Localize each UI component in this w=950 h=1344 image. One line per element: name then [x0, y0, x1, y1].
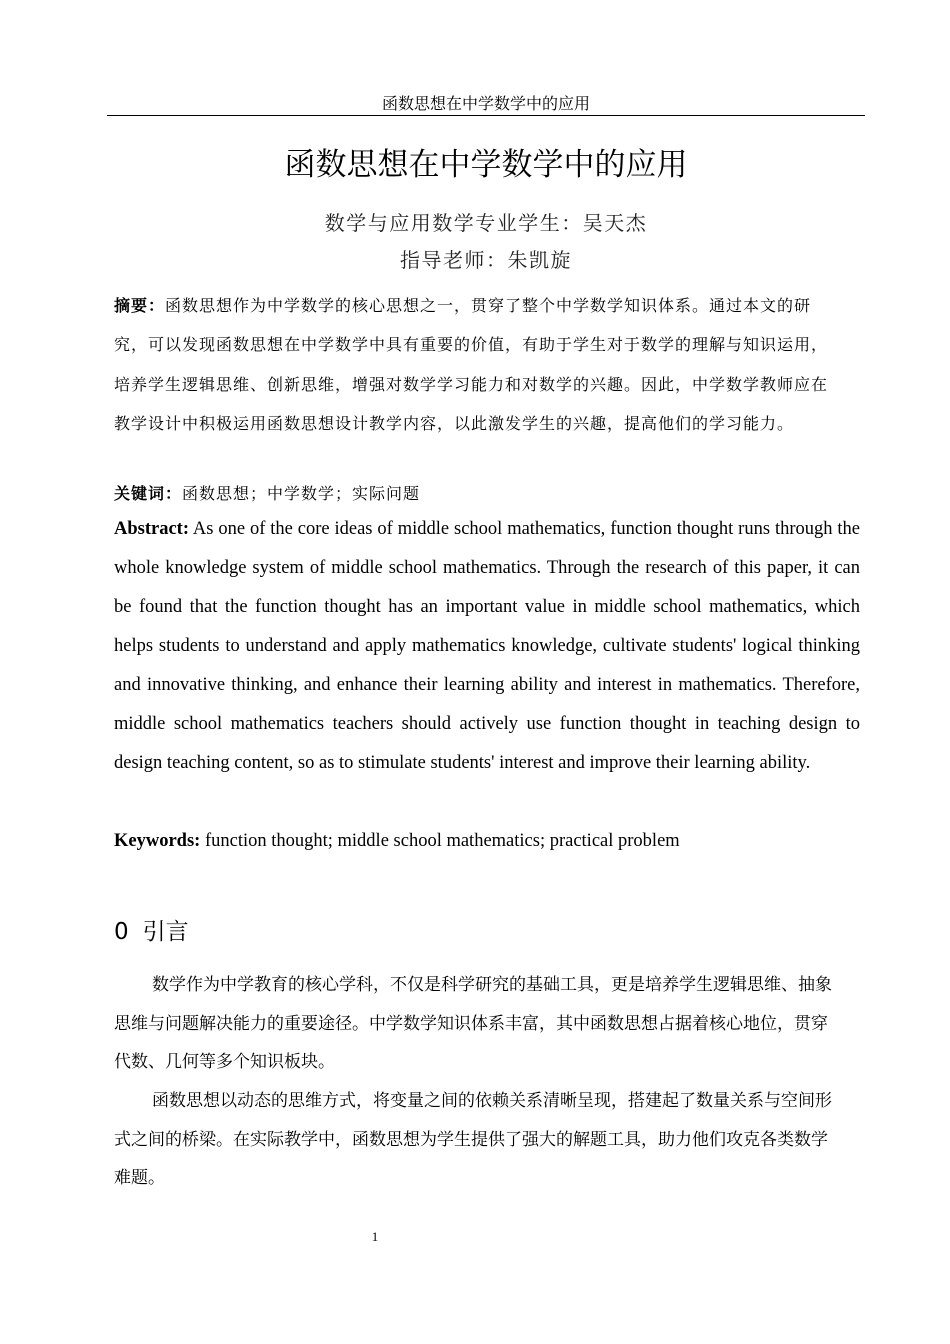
abstract-en	[114, 510, 860, 783]
abstract-cn	[114, 286, 844, 444]
paper-title: 函数思想在中学数学中的应用	[284, 147, 688, 183]
section-title: 引言	[142, 919, 189, 945]
abstract-en-text: As one of the core ideas of middle school mathematics, function thought runs through the whole knowledge system of middle school mathematics. Through the research of this paper, it can be found that the function thought has an important value in middle school mathematics, which helps students to understand and apply mathematics knowledge, cultivate students' logical thinking and innovative thinking, and enhance their learning ability and interest in mathematics. Therefore, middle school mathematics teachers should actively use function thought in teaching design to design teaching content, so as to stimulate students' interest and improve their learning ability.	[114, 519, 860, 773]
abstract-en-label: Abstract:	[114, 519, 190, 539]
keywords-cn-text: 函数思想；中学数学；实际问题	[182, 484, 421, 503]
running-header: 函数思想在中学数学中的应用	[381, 94, 590, 113]
section-number: 0	[114, 919, 129, 945]
advisor-line: 指导老师：朱凯旋	[400, 248, 572, 272]
keywords-en-text: function thought; middle school mathematics; practical problem	[200, 831, 680, 851]
keywords-cn	[114, 478, 844, 510]
body-paragraph: 数学作为中学教育的核心学科，不仅是科学研究的基础工具，更是培养学生逻辑思维、抽象思维与问题解决能力的重要途径。中学数学知识体系丰富，其中函数思想占据着核心地位，贯穿代数、几何等多个知识板块。	[114, 975, 832, 1072]
keywords-cn-label: 关键词：	[114, 484, 183, 503]
header-rule	[107, 115, 865, 116]
body-paragraph: 函数思想以动态的思维方式，将变量之间的依赖关系清晰呈现，搭建起了数量关系与空间形式之间的桥梁。在实际教学中，函数思想为学生提供了强大的解题工具，助力他们攻克各类数学难题。	[114, 1091, 832, 1188]
page-number: 1	[371, 1229, 379, 1244]
keywords-en	[114, 823, 860, 859]
abstract-cn-text: 函数思想作为中学数学的核心思想之一，贯穿了整个中学数学知识体系。通过本文的研究，可以发现函数思想在中学数学中具有重要的价值，有助于学生对于数学的理解与知识运用，培养学生逻辑思维、创新思维，增强对数学学习能力和对数学的兴趣。因此，中学数学教师应在教学设计中积极运用函数思想设计教学内容，以此激发学生的兴趣，提高他们的学习能力。	[114, 296, 829, 434]
keywords-en-label: Keywords:	[114, 831, 201, 851]
section-heading-introduction	[114, 914, 514, 950]
abstract-cn-label: 摘要：	[114, 296, 166, 315]
author-line: 数学与应用数学专业学生：吴天杰	[324, 211, 648, 235]
